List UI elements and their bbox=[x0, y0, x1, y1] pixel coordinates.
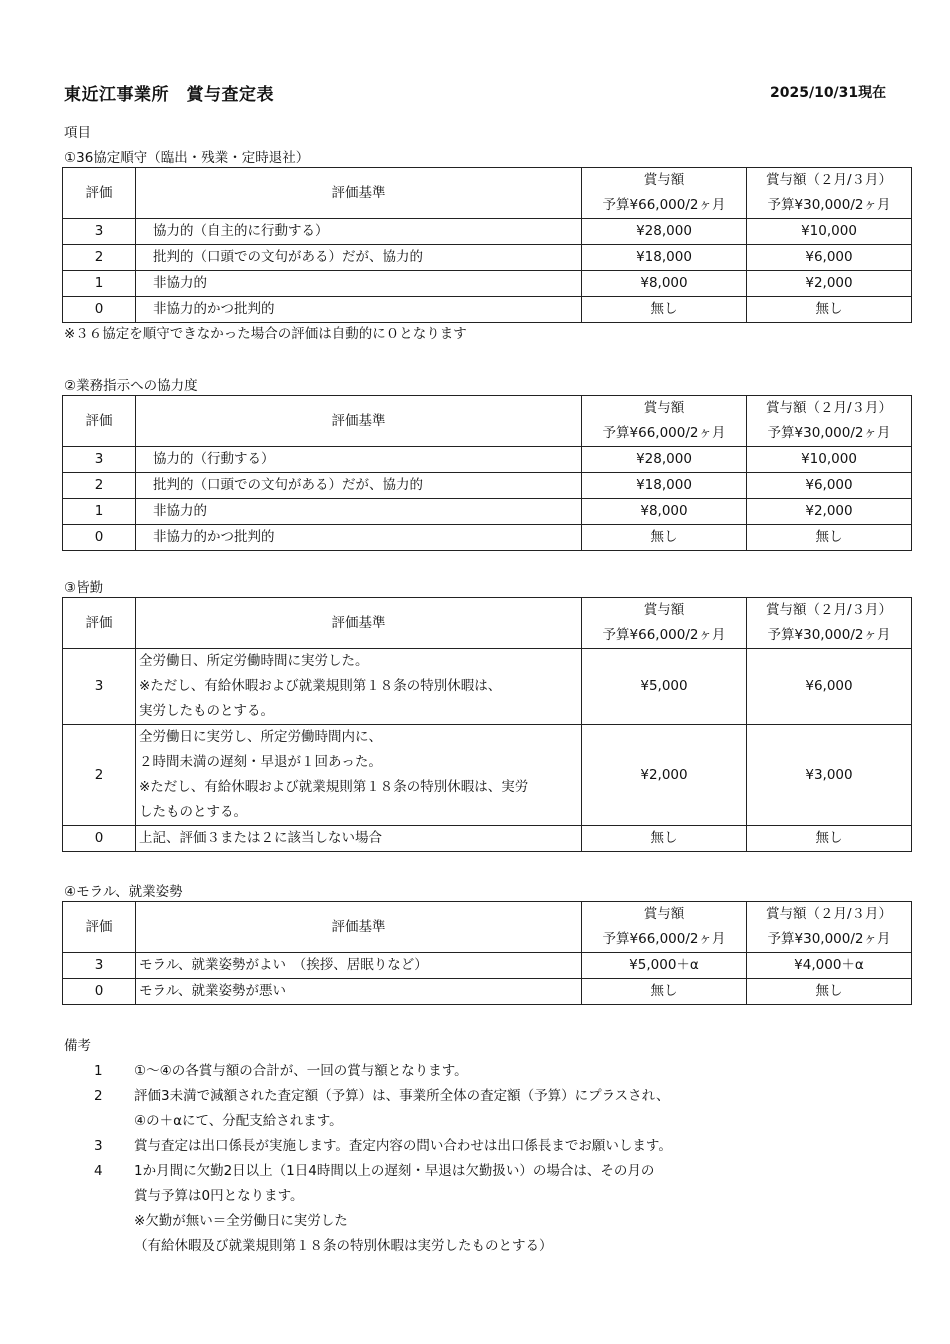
header-amount1-title: 賞与額 bbox=[582, 902, 747, 928]
remark-line: （有給休暇及び就業規則第１８条の特別休暇は実労したものとする） bbox=[134, 1238, 553, 1254]
table-row bbox=[63, 649, 912, 725]
row-criteria bbox=[136, 725, 581, 825]
remark-line: 賞与予算は0円となります。 bbox=[134, 1188, 304, 1204]
table-header-row bbox=[63, 598, 912, 624]
header-amount1-budget: 予算¥66,000/2ヶ月 bbox=[582, 623, 747, 649]
remark-line: 賞与査定は出口係長が実施します。査定内容の問い合わせは出口係長までお願いします。 bbox=[134, 1138, 672, 1154]
row-eval: 3 bbox=[63, 953, 136, 979]
row-eval: 0 bbox=[63, 826, 136, 852]
section-4-table bbox=[62, 901, 912, 1005]
criteria-line: 全労働日に実労し、所定労働時間内に、 bbox=[139, 729, 382, 745]
header-amount2-title: 賞与額（２月/３月） bbox=[747, 396, 912, 422]
row-criteria: 批判的（口頭での文句がある）だが、協力的 bbox=[153, 249, 423, 265]
header-amount1-title: 賞与額 bbox=[582, 396, 747, 422]
remark-line: 1か月間に欠勤2日以上（1日4時間以上の遅刻・早退は欠勤扱い）の場合は、その月の bbox=[134, 1163, 655, 1179]
criteria-line: モラル、就業姿勢が悪い bbox=[139, 983, 287, 999]
row-criteria: 非協力的かつ批判的 bbox=[153, 301, 275, 317]
criteria-line: 全労働日、所定労働時間に実労した。 bbox=[139, 653, 369, 669]
table-row bbox=[63, 953, 912, 979]
section-2-heading: ②業務指示への協力度 bbox=[64, 378, 198, 394]
criteria-line: ※ただし、有給休暇および就業規則第１８条の特別休暇は、実労 bbox=[139, 779, 529, 795]
remark-item bbox=[64, 1084, 672, 1134]
row-amount2: ¥10,000 bbox=[747, 447, 912, 473]
header-amount2-title: 賞与額（２月/３月） bbox=[747, 168, 912, 194]
header-eval: 評価 bbox=[63, 902, 136, 953]
row-eval: 0 bbox=[63, 979, 136, 1005]
row-eval: 0 bbox=[63, 525, 136, 551]
section-3-table bbox=[62, 597, 912, 852]
remark-line: 評価3未満で減額された査定額（予算）は、事業所全体の査定額（予算）にプラスされ、 bbox=[134, 1088, 670, 1104]
table-row bbox=[63, 979, 912, 1005]
header-amount2-budget: 予算¥30,000/2ヶ月 bbox=[747, 623, 912, 649]
table-row bbox=[63, 525, 912, 551]
remark-number: 3 bbox=[94, 1138, 103, 1154]
header-criteria: 評価基準 bbox=[136, 902, 582, 953]
row-amount2: ¥10,000 bbox=[747, 219, 912, 245]
row-criteria bbox=[136, 979, 581, 1004]
row-criteria bbox=[136, 953, 581, 978]
remark-line: ①～④の各賞与額の合計が、一回の賞与額となります。 bbox=[134, 1063, 468, 1079]
page-title: 東近江事業所 賞与査定表 bbox=[64, 85, 274, 105]
row-criteria: 協力的（行動する） bbox=[153, 451, 275, 467]
section-1-note: ※３６協定を順守できなかった場合の評価は自動的に０となります bbox=[64, 326, 467, 342]
table-header-row bbox=[63, 168, 912, 194]
remark-item bbox=[64, 1134, 672, 1159]
row-amount2: 無し bbox=[747, 979, 912, 1005]
row-eval: 2 bbox=[63, 473, 136, 499]
table-header-row bbox=[63, 902, 912, 928]
row-eval: 3 bbox=[63, 649, 136, 725]
row-amount2: ¥6,000 bbox=[747, 245, 912, 271]
row-criteria bbox=[136, 826, 581, 851]
table-row bbox=[63, 219, 912, 245]
header-criteria: 評価基準 bbox=[136, 168, 582, 219]
header-amount2-budget: 予算¥30,000/2ヶ月 bbox=[747, 927, 912, 953]
row-criteria: 非協力的 bbox=[153, 503, 207, 519]
criteria-line: したものとする。 bbox=[139, 804, 247, 820]
row-criteria bbox=[136, 649, 581, 724]
header-eval: 評価 bbox=[63, 168, 136, 219]
section-1-heading: ①36協定順守（臨出・残業・定時退社） bbox=[64, 150, 310, 166]
as-of-date: 2025/10/31現在 bbox=[770, 85, 887, 101]
remark-item bbox=[64, 1059, 672, 1084]
row-amount2: ¥3,000 bbox=[747, 725, 912, 826]
table-row bbox=[63, 245, 912, 271]
row-amount1: ¥8,000 bbox=[582, 499, 747, 525]
row-amount1: 無し bbox=[582, 297, 747, 323]
row-amount1: ¥8,000 bbox=[582, 271, 747, 297]
remark-item bbox=[64, 1159, 672, 1259]
header-eval: 評価 bbox=[63, 396, 136, 447]
header-amount1-title: 賞与額 bbox=[582, 168, 747, 194]
section-2-table bbox=[62, 395, 912, 551]
row-criteria: 非協力的かつ批判的 bbox=[153, 529, 275, 545]
header-amount2-title: 賞与額（２月/３月） bbox=[747, 902, 912, 928]
table-row bbox=[63, 499, 912, 525]
criteria-line: 上記、評価３または２に該当しない場合 bbox=[139, 830, 382, 846]
row-eval: 0 bbox=[63, 297, 136, 323]
row-amount1: 無し bbox=[582, 525, 747, 551]
row-amount2: ¥6,000 bbox=[747, 473, 912, 499]
criteria-line: ２時間未満の遅刻・早退が１回あった。 bbox=[139, 754, 382, 770]
header-amount2-budget: 予算¥30,000/2ヶ月 bbox=[747, 421, 912, 447]
section-1-table bbox=[62, 167, 912, 323]
criteria-line: 実労したものとする。 bbox=[139, 703, 274, 719]
criteria-line: ※ただし、有給休暇および就業規則第１８条の特別休暇は、 bbox=[139, 678, 502, 694]
row-criteria: 協力的（自主的に行動する） bbox=[153, 223, 329, 239]
row-amount1: 無し bbox=[582, 979, 747, 1005]
row-amount1: ¥28,000 bbox=[582, 219, 747, 245]
row-eval: 2 bbox=[63, 245, 136, 271]
remark-number: 2 bbox=[94, 1088, 103, 1104]
header-amount1-title: 賞与額 bbox=[582, 598, 747, 624]
row-criteria: 批判的（口頭での文句がある）だが、協力的 bbox=[153, 477, 423, 493]
header-criteria: 評価基準 bbox=[136, 396, 582, 447]
remark-line: ※欠勤が無い＝全労働日に実労した bbox=[134, 1213, 348, 1229]
row-eval: 1 bbox=[63, 271, 136, 297]
table-header-row bbox=[63, 396, 912, 422]
table-row bbox=[63, 725, 912, 826]
header-criteria: 評価基準 bbox=[136, 598, 582, 649]
header-amount1-budget: 予算¥66,000/2ヶ月 bbox=[582, 421, 747, 447]
table-row bbox=[63, 826, 912, 852]
section-3-heading: ③皆勤 bbox=[64, 580, 104, 596]
remarks-label: 備考 bbox=[64, 1038, 91, 1054]
section-4-heading: ④モラル、就業姿勢 bbox=[64, 884, 183, 900]
remark-number: 1 bbox=[94, 1063, 103, 1079]
row-eval: 3 bbox=[63, 447, 136, 473]
row-amount2: 無し bbox=[747, 525, 912, 551]
table-row bbox=[63, 473, 912, 499]
row-eval: 2 bbox=[63, 725, 136, 826]
criteria-line: モラル、就業姿勢がよい （挨拶、居眠りなど） bbox=[139, 957, 428, 973]
table-row bbox=[63, 271, 912, 297]
row-amount2: ¥6,000 bbox=[747, 649, 912, 725]
header-amount2-budget: 予算¥30,000/2ヶ月 bbox=[747, 193, 912, 219]
row-eval: 1 bbox=[63, 499, 136, 525]
row-amount1: ¥28,000 bbox=[582, 447, 747, 473]
header-eval: 評価 bbox=[63, 598, 136, 649]
row-amount1: ¥2,000 bbox=[582, 725, 747, 826]
row-amount1: ¥5,000 bbox=[582, 649, 747, 725]
row-amount2: ¥4,000＋α bbox=[747, 953, 912, 979]
remark-number: 4 bbox=[94, 1163, 103, 1179]
row-amount1: ¥5,000＋α bbox=[582, 953, 747, 979]
row-amount2: ¥2,000 bbox=[747, 499, 912, 525]
remark-line: ④の＋αにて、分配支給されます。 bbox=[134, 1113, 343, 1129]
row-amount1: ¥18,000 bbox=[582, 473, 747, 499]
header-amount1-budget: 予算¥66,000/2ヶ月 bbox=[582, 193, 747, 219]
row-amount1: 無し bbox=[582, 826, 747, 852]
table-row bbox=[63, 297, 912, 323]
row-criteria: 非協力的 bbox=[153, 275, 207, 291]
header-amount2-title: 賞与額（２月/３月） bbox=[747, 598, 912, 624]
row-eval: 3 bbox=[63, 219, 136, 245]
header-amount1-budget: 予算¥66,000/2ヶ月 bbox=[582, 927, 747, 953]
row-amount1: ¥18,000 bbox=[582, 245, 747, 271]
table-row bbox=[63, 447, 912, 473]
items-label: 項目 bbox=[64, 125, 91, 141]
row-amount2: 無し bbox=[747, 297, 912, 323]
row-amount2: 無し bbox=[747, 826, 912, 852]
row-amount2: ¥2,000 bbox=[747, 271, 912, 297]
remarks bbox=[64, 1034, 672, 1259]
